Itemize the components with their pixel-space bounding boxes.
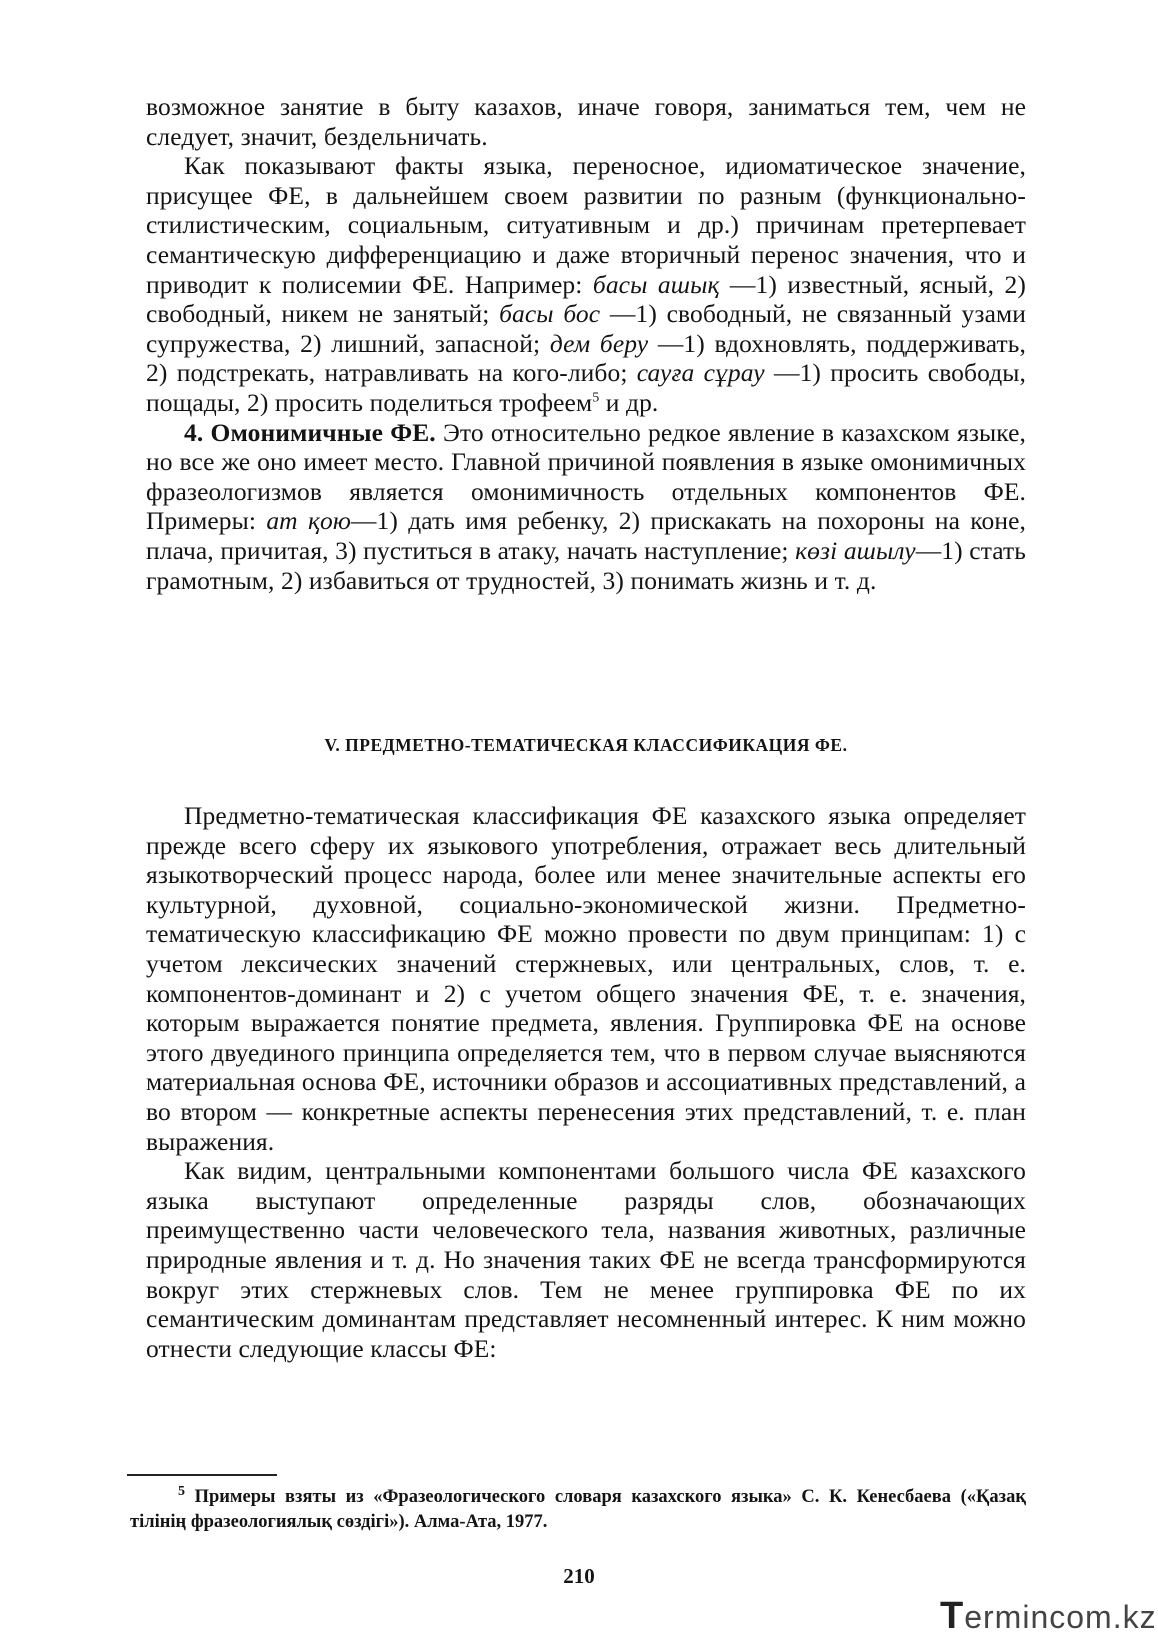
paragraph-homonymy: [146, 418, 1026, 596]
text-run: Как показывают факты языка, переносное, идиоматическое значение, присущее ФЕ, в дальнейшем своем развитии по разным (функционально-стилистическим, социальным, ситуативным и др.) причинам претерпевает семантическую дифференциацию и даже вторичный перенос значения, что и приводит к полисемии ФЕ. Например:: [146, 151, 1026, 299]
footnote-marker: 5: [592, 390, 600, 406]
text-run: и др.: [599, 387, 659, 417]
footnote-text: Примеры взяты из «Фразеологического словаря казахского языка» С. К. Кенесбаева («Қазақ тілінің фразеологиялық сөздігі»). Алма-Ата, 1977.: [130, 1487, 1026, 1532]
text-run: —1) стать грамотным, 2) избавиться от трудностей, 3) понимать жизнь и т. д.: [146, 535, 1026, 595]
example-phrase: дем беру: [549, 328, 649, 358]
paragraph-central-components: Как видим, центральными компонентами большого числа ФЕ казахского языка выступают определенные разряды слов, обозначающих преимущественно части человеческого тела, названия животных, различные природные явления и т. д. Но значения таких ФЕ не всегда трансформируются вокруг этих стержневых слов. Тем не менее группировка ФЕ по их семантическим доминантам представляет несомненный интерес. К ним можно отнести следующие классы ФЕ:: [146, 1156, 1026, 1363]
watermark-initial: T: [940, 1595, 965, 1637]
section-text-block: [146, 801, 1026, 1363]
example-phrase: көзі ашылу: [795, 535, 916, 565]
text-run: Это относительно редкое явление в казахском языке, но все же оно имеет место. Главной причиной появления в языке омонимичных фразеологизмов является омонимичность отдельных компонентов ФЕ. Примеры:: [146, 417, 1026, 536]
page-number: 210: [563, 1564, 595, 1588]
footnote: [130, 1485, 1026, 1535]
watermark-logo: [940, 1595, 1157, 1638]
text-run: —1) просить свободы, пощады, 2) просить поделиться трофеем: [146, 358, 1026, 417]
footnote-divider: [127, 1474, 277, 1476]
subsection-heading: 4. Омонимичные ФЕ.: [184, 417, 436, 447]
text-run: —1) вдохновлять, поддерживать, 2) подстрекать, натравливать на кого-либо;: [146, 328, 1027, 388]
text-run: —1) дать имя ребенку, 2) прискакать на похороны на коне, плача, причитая, 3) пуститься в атаку, начать наступление;: [146, 506, 1026, 565]
paragraph-polysemy: [146, 151, 1026, 417]
footnote-number: 5: [178, 1483, 185, 1499]
text-run: —1) известный, ясный, 2) свободный, никем не занятый;: [146, 269, 1026, 329]
watermark-text: ermincom.kz: [964, 1599, 1157, 1635]
section-heading: V. ПРЕДМЕТНО-ТЕМАТИЧЕСКАЯ КЛАССИФИКАЦИЯ ФЕ.: [324, 735, 848, 755]
example-phrase: ат қою: [266, 506, 351, 536]
example-phrase: басы ашық: [592, 269, 720, 299]
top-text-block: [146, 92, 1026, 595]
example-phrase: сауға сұрау: [636, 358, 765, 388]
paragraph-continuation: возможное занятие в быту казахов, иначе говоря, заниматься тем, чем не следует, значит, бездельничать.: [146, 92, 1026, 151]
text-run: —1) свободный, не связанный узами супружества, 2) лишний, запасной;: [146, 299, 1026, 358]
footnote-indent: [130, 1487, 178, 1507]
paragraph-classification: Предметно-тематическая классификация ФЕ казахского языка определяет прежде всего сферу их языкового употребления, отражает весь длительный языкотворческий процесс народа, более или менее значительные аспекты его культурной, духовной, социально-экономической жизни. Предметно-тематическую классификацию ФЕ можно провести по двум принципам: 1) с учетом лексических значений стержневых, или центральных, слов, т. е. компонентов-доминант и 2) с учетом общего значения ФЕ, т. е. значения, которым выражается понятие предмета, явления. Группировка ФЕ на основе этого двуединого принципа определяется тем, что в первом случае выясняются материальная основа ФЕ, источники образов и ассоциативных представлений, а во втором — конкретные аспекты перенесения этих представлений, т. е. план выражения.: [146, 801, 1026, 1156]
example-phrase: басы бос: [499, 299, 601, 329]
